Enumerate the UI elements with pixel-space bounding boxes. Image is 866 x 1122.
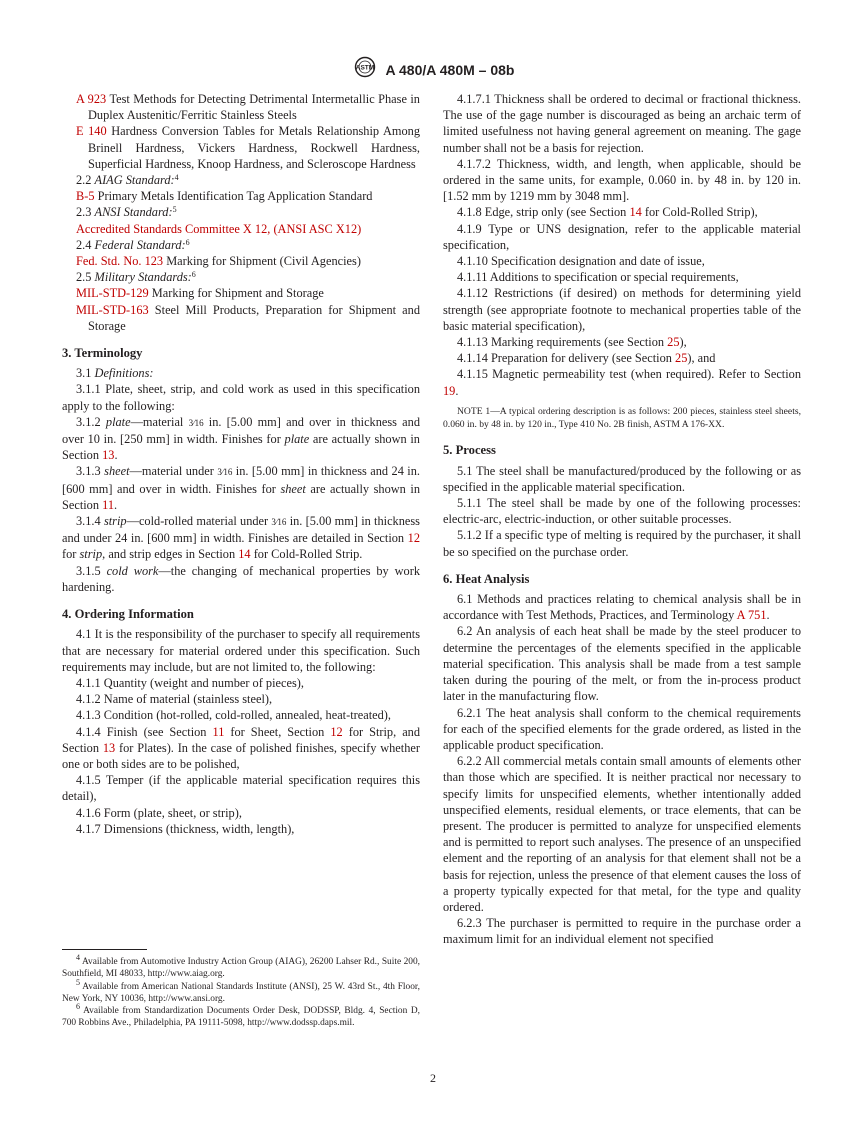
link-section-25[interactable]: 25: [667, 335, 680, 350]
section-2-5: 2.5 Military Standards:$^6$: [76, 270, 196, 285]
section-6-1: 6.1 Methods and practices relating to chemical analysis shall be in accordance with Test Methods, Practices, and Terminology A 751.: [443, 592, 801, 623]
section-3-1-4: 3.1.4 strip—cold-rolled material under 3⁄16 in. [5.00 mm] in thickness and under 24 in. [600 mm] in width. Finishes are detailed in Section 12 for strip, and strip edges in Section 14 for Cold-Rolled Strip.: [62, 514, 420, 562]
section-4-1-15: 4.1.15 Magnetic permeability test (when required). Refer to Section 19.: [443, 367, 801, 398]
link-section-11[interactable]: 11: [212, 724, 225, 739]
footnote-6: $^6$ Available from Standardization Documents Order Desk, DODSSP, Bldg. 4, Section D, 700 Robbins Ave., Philadelphia, PA 19111-5098, http://www.dodssp.daps.mil.: [62, 1002, 421, 1029]
astm-logo-icon: [352, 56, 378, 83]
section-6-2-3: 6.2.3 The purchaser is permitted to require in the purchase order a maximum limit for an individual element not specified: [443, 916, 801, 947]
footnote-divider: [62, 949, 147, 950]
link-section-11[interactable]: 11: [102, 497, 115, 512]
section-4-1-14: 4.1.14 Preparation for delivery (see Section 25), and: [457, 351, 716, 366]
footnotes: [62, 949, 420, 1030]
section-5-1-2: 5.1.2 If a specific type of melting is required by the purchaser, it shall be so specified on the purchase order.: [443, 528, 801, 559]
section-5-1: 5.1 The steel shall be manufactured/produced by the following or as specified in the applicable material specification.: [443, 463, 801, 494]
link-mil-std-129[interactable]: MIL-STD-129: [76, 286, 149, 301]
link-section-12[interactable]: 12: [330, 724, 343, 739]
section-2-4: 2.4 Federal Standard:$^6$: [76, 237, 190, 252]
heading-heat-analysis: 6. Heat Analysis: [443, 571, 530, 586]
reference-mil-std-129: MIL-STD-129 Marking for Shipment and Storage: [76, 286, 324, 301]
link-mil-std-163[interactable]: MIL-STD-163: [76, 302, 149, 317]
link-section-14[interactable]: 14: [238, 547, 251, 562]
heading-terminology: 3. Terminology: [62, 346, 143, 361]
section-4-1-12: 4.1.12 Restrictions (if desired) on methods for determining yield strength (see appropriate footnote to mechanical properties table of the basic material specification),: [443, 286, 801, 333]
section-3-1-2: 3.1.2 plate—material 3⁄16 in. [5.00 mm] and over in thickness and over 10 in. [250 mm] in width. Finishes for plate are actually shown in Section 13.: [62, 414, 420, 463]
section-4-1-5: 4.1.5 Temper (if the applicable material specification requires this detail),: [62, 773, 420, 804]
section-4-1-4: 4.1.4 Finish (see Section 11 for Sheet, Section 12 for Strip, and Section 13 for Plates). In the case of polished finishes, specify whether one or both sides are to be polished,: [62, 724, 421, 771]
link-section-12[interactable]: 12: [407, 531, 420, 546]
section-2-2: 2.2 AIAG Standard:$^4$: [76, 173, 179, 188]
svg-text:ASTM: ASTM: [355, 64, 374, 72]
left-column: [62, 91, 420, 837]
section-4-1-11: 4.1.11 Additions to specification or special requirements,: [457, 270, 739, 285]
link-a751[interactable]: A 751: [736, 608, 767, 623]
section-4-1-8: 4.1.8 Edge, strip only (see Section 14 for Cold-Rolled Strip),: [457, 205, 758, 220]
section-4-1-10: 4.1.10 Specification designation and date of issue,: [457, 254, 705, 269]
reference-a923: A 923 Test Methods for Detecting Detrimental Intermetallic Phase in Duplex Austenitic/Ferritic Stainless Steels: [76, 92, 420, 123]
section-4-1-1: 4.1.1 Quantity (weight and number of pieces),: [76, 675, 304, 690]
section-4-1-3: 4.1.3 Condition (hot-rolled, cold-rolled, annealed, heat-treated),: [76, 708, 392, 723]
link-a923[interactable]: A 923: [76, 92, 107, 106]
footnote-4: $^4$ Available from Automotive Industry Action Group (AIAG), 26200 Lahser Rd., Suite 200, Southfield, MI 48033, http://www.aiag.org.: [62, 953, 420, 980]
document-title: A 480/A 480M – 08b: [385, 61, 515, 78]
section-4-1-7-1: 4.1.7.1 Thickness shall be ordered to decimal or fractional thickness. The use of the gage number is discouraged as being an archaic term of limited usefulness not having general agreement on meaning. The gage number shall not be a basis for rejection.: [443, 92, 801, 155]
section-3-1-3: 3.1.3 sheet—material under 3⁄16 in. [5.00 mm] in thickness and 24 in. [600 mm] and over in width. Finishes for sheet are actually shown in Section 11.: [62, 464, 421, 512]
link-ansi-x12[interactable]: Accredited Standards Committee X 12, (ANSI ASC X12): [76, 221, 362, 236]
heading-ordering-information: 4. Ordering Information: [62, 607, 194, 622]
section-6-2-2: 6.2.2 All commercial metals contain small amounts of elements other than those which are specified. It is neither practical nor necessary to specify limits for unspecified elements, whether intentionally added unspecified elements, residual elements, or trace elements, that can be present. The producer is permitted to analyze for unspecified elements and is permitted to report such analyses. The presence of an unspecified element and the reporting of an analysis for that element shall not be a basis for rejection, unless the presence of that element causes the loss of a property typically expected for that metal, for the type and quality ordered.: [443, 754, 801, 914]
section-3-1-1: 3.1.1 Plate, sheet, strip, and cold work as used in this specification apply to the following:: [62, 382, 420, 413]
section-4-1-2: 4.1.2 Name of material (stainless steel),: [76, 692, 273, 707]
section-4-1-9: 4.1.9 Type or UNS designation, refer to the applicable material specification,: [443, 221, 801, 252]
section-4-1-7-2: 4.1.7.2 Thickness, width, and length, when applicable, should be ordered in the same units, for example, 0.060 in. by 48 in. by 120 in. [1.52 mm by 1219 mm by 3048 mm].: [443, 156, 801, 204]
section-6-2: 6.2 An analysis of each heat shall be made by the steel producer to determine the percentages of the elements specified in the applicable material specification. This analysis shall be made from a test sample taken during the pouring of the melt, or from the in-process product later in the manufacturing flow.: [443, 624, 801, 704]
link-section-19[interactable]: 19: [443, 383, 456, 398]
link-fed-std-123[interactable]: Fed. Std. No. 123: [76, 254, 164, 269]
reference-fed-std: Fed. Std. No. 123 Marking for Shipment (Civil Agencies): [76, 254, 361, 269]
section-4-1-6: 4.1.6 Form (plate, sheet, or strip),: [76, 805, 242, 820]
section-4-1: 4.1 It is the responsibility of the purchaser to specify all requirements that are necessary for material ordered under this specification. Such requirements may include, but are not limited to, the following:: [62, 627, 420, 674]
link-b5[interactable]: B-5: [76, 189, 95, 204]
reference-b5: B-5 Primary Metals Identification Tag Application Standard: [76, 189, 373, 204]
section-5-1-1: 5.1.1 The steel shall be made by one of the following processes: electric-arc, electric-induction, or other suitable processes.: [443, 496, 801, 527]
link-section-14[interactable]: 14: [629, 205, 642, 220]
page-header: [0, 56, 866, 83]
reference-e140: E 140 Hardness Conversion Tables for Metals Relationship Among Brinell Hardness, Vickers Hardness, Rockwell Hardness, Superficial Hardness, Knoop Hardness, and Scleroscope Hardness: [76, 124, 420, 171]
section-3-1-5: 3.1.5 cold work—the changing of mechanical properties by work hardening.: [62, 563, 420, 594]
reference-mil-std-163: MIL-STD-163 Steel Mill Products, Preparation for Shipment and Storage: [76, 302, 420, 333]
link-e140[interactable]: E 140: [76, 124, 107, 139]
reference-ansi: [62, 221, 420, 237]
footnote-5: $^5$ Available from American National Standards Institute (ANSI), 25 W. 43rd St., 4th Floor, New York, NY 10036, http://www.ansi.org.: [62, 977, 420, 1004]
page-number: 2: [430, 1071, 436, 1085]
heading-process: 5. Process: [443, 443, 496, 458]
section-3-1: 3.1 Definitions:: [76, 366, 154, 381]
section-6-2-1: 6.2.1 The heat analysis shall conform to the chemical requirements for each of the specified elements for the grade ordered, as listed in the applicable product specification.: [443, 705, 801, 752]
link-section-13[interactable]: 13: [102, 740, 116, 755]
section-4-1-13: 4.1.13 Marking requirements (see Section 25),: [457, 335, 687, 350]
link-section-25[interactable]: 25: [675, 351, 688, 366]
note-1: NOTE 1—A typical ordering description is as follows: 200 pieces, stainless steel sheets, 0.060 in. by 48 in. by 120 in., Type 410 No. 2B finish, ASTM A 176-XX.: [443, 405, 801, 430]
section-4-1-7: 4.1.7 Dimensions (thickness, width, length),: [76, 821, 295, 836]
right-column: [443, 91, 801, 948]
section-2-3: 2.3 ANSI Standard:$^5$: [76, 205, 177, 220]
link-section-13[interactable]: 13: [102, 448, 115, 463]
